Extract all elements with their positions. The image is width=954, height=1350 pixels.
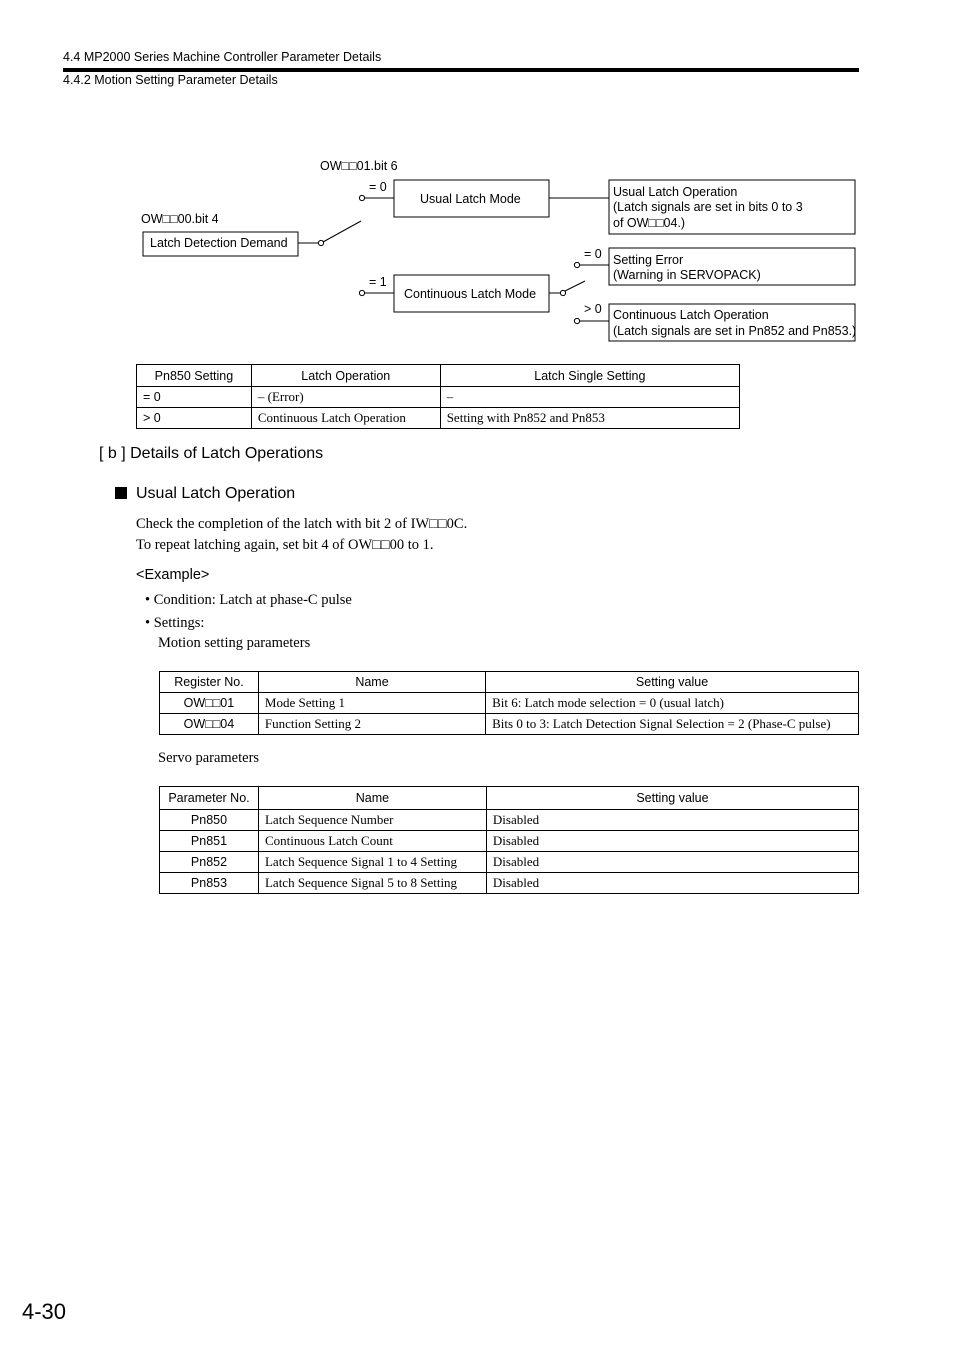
demand-bit-label: OW□□00.bit 4 (141, 212, 219, 226)
continuous-mode-label: Continuous Latch Mode (404, 287, 537, 301)
table-cell: Latch Sequence Number (258, 810, 486, 831)
bullet-item: • Condition: Latch at phase-C pulse (145, 592, 352, 608)
table-cell: Pn852 (160, 852, 259, 873)
demand-box-label: Latch Detection Demand (150, 236, 288, 250)
usual-op-line1: Usual Latch Operation (613, 185, 738, 199)
table-cell: Latch Sequence Signal 5 to 8 Setting (258, 873, 486, 894)
table-cell: Setting with Pn852 and Pn853 (440, 408, 739, 429)
table-header-cell: Setting value (486, 787, 858, 810)
header-subsection: 4.4.2 Motion Setting Parameter Details (63, 73, 278, 87)
page-number: 4-30 (22, 1299, 67, 1324)
cont-op-line1: Continuous Latch Operation (613, 308, 769, 322)
servo-params-label: Servo parameters (158, 750, 260, 766)
subsection-heading: Usual Latch Operation (136, 485, 296, 502)
table-cell: Mode Setting 1 (258, 693, 485, 714)
table-cell: Pn853 (160, 873, 259, 894)
table-cell: OW□□01 (160, 693, 259, 714)
error-line2: (Warning in SERVOPACK) (613, 268, 761, 282)
usual-op-line3: of OW□□04.) (613, 216, 686, 230)
usual-mode-label: Usual Latch Mode (420, 192, 521, 206)
table-header-row (160, 787, 859, 810)
table-cell: Continuous Latch Operation (251, 408, 440, 429)
table-header-cell: Parameter No. (160, 787, 259, 810)
table-cell: Function Setting 2 (258, 714, 485, 735)
latch-mode-diagram (0, 0, 954, 360)
table-cell: Disabled (486, 852, 858, 873)
eq0-label-b: = 0 (584, 247, 602, 261)
eq1-label: = 1 (369, 275, 387, 289)
table-row (160, 693, 859, 714)
switch2-blade (565, 281, 585, 291)
table-header-cell: Pn850 Setting (137, 365, 252, 387)
pn850-table (136, 364, 740, 429)
table-header-cell: Latch Single Setting (440, 365, 739, 387)
bullet-subtext: Motion setting parameters (158, 635, 311, 651)
motion-params-table (159, 671, 859, 735)
usual-op-line2: (Latch signals are set in bits 0 to 3 (613, 200, 803, 214)
table-row (160, 873, 859, 894)
table-cell: Pn850 (160, 810, 259, 831)
table-cell: Latch Sequence Signal 1 to 4 Setting (258, 852, 486, 873)
table-header-cell: Latch Operation (251, 365, 440, 387)
table-row (160, 810, 859, 831)
body-paragraph: To repeat latching again, set bit 4 of OW□□00 to 1. (136, 537, 434, 553)
switch1-blade (323, 221, 361, 242)
table-cell: > 0 (137, 408, 252, 429)
gt0-label: > 0 (584, 302, 602, 316)
example-label: <Example> (136, 567, 210, 583)
table-header-cell: Name (258, 787, 486, 810)
square-bullet-icon (115, 487, 127, 499)
table-cell: = 0 (137, 387, 252, 408)
table-cell: OW□□04 (160, 714, 259, 735)
table-cell: – (440, 387, 739, 408)
servo-params-table (159, 786, 859, 894)
table-cell: Disabled (486, 810, 858, 831)
table-cell: Bits 0 to 3: Latch Detection Signal Selection = 2 (Phase-C pulse) (486, 714, 859, 735)
table-cell: – (Error) (251, 387, 440, 408)
error-line1: Setting Error (613, 253, 684, 267)
table-header-cell: Register No. (160, 672, 259, 693)
table-cell: Disabled (486, 873, 858, 894)
table-header-row (160, 672, 859, 693)
body-paragraph: Check the completion of the latch with bit 2 of IW□□0C. (136, 516, 468, 532)
bullet-item: • Settings: (145, 615, 205, 631)
mode-bit-label: OW□□01.bit 6 (320, 159, 398, 173)
section-heading: [ b ] Details of Latch Operations (99, 445, 324, 462)
table-cell: Disabled (486, 831, 858, 852)
switch1-pivot (318, 240, 323, 245)
table-header-cell: Name (258, 672, 485, 693)
table-cell: Continuous Latch Count (258, 831, 486, 852)
table-row (137, 408, 740, 429)
switch2-pivot (560, 290, 565, 295)
table-cell: Bit 6: Latch mode selection = 0 (usual latch) (486, 693, 859, 714)
table-row (160, 714, 859, 735)
table-row (137, 387, 740, 408)
cont-op-line2: (Latch signals are set in Pn852 and Pn853.) (613, 324, 857, 338)
table-header-row (137, 365, 740, 387)
eq0-label-a: = 0 (369, 180, 387, 194)
table-cell: Pn851 (160, 831, 259, 852)
table-header-cell: Setting value (486, 672, 859, 693)
table-row (160, 831, 859, 852)
header-section: 4.4 MP2000 Series Machine Controller Parameter Details (63, 50, 382, 64)
table-row (160, 852, 859, 873)
